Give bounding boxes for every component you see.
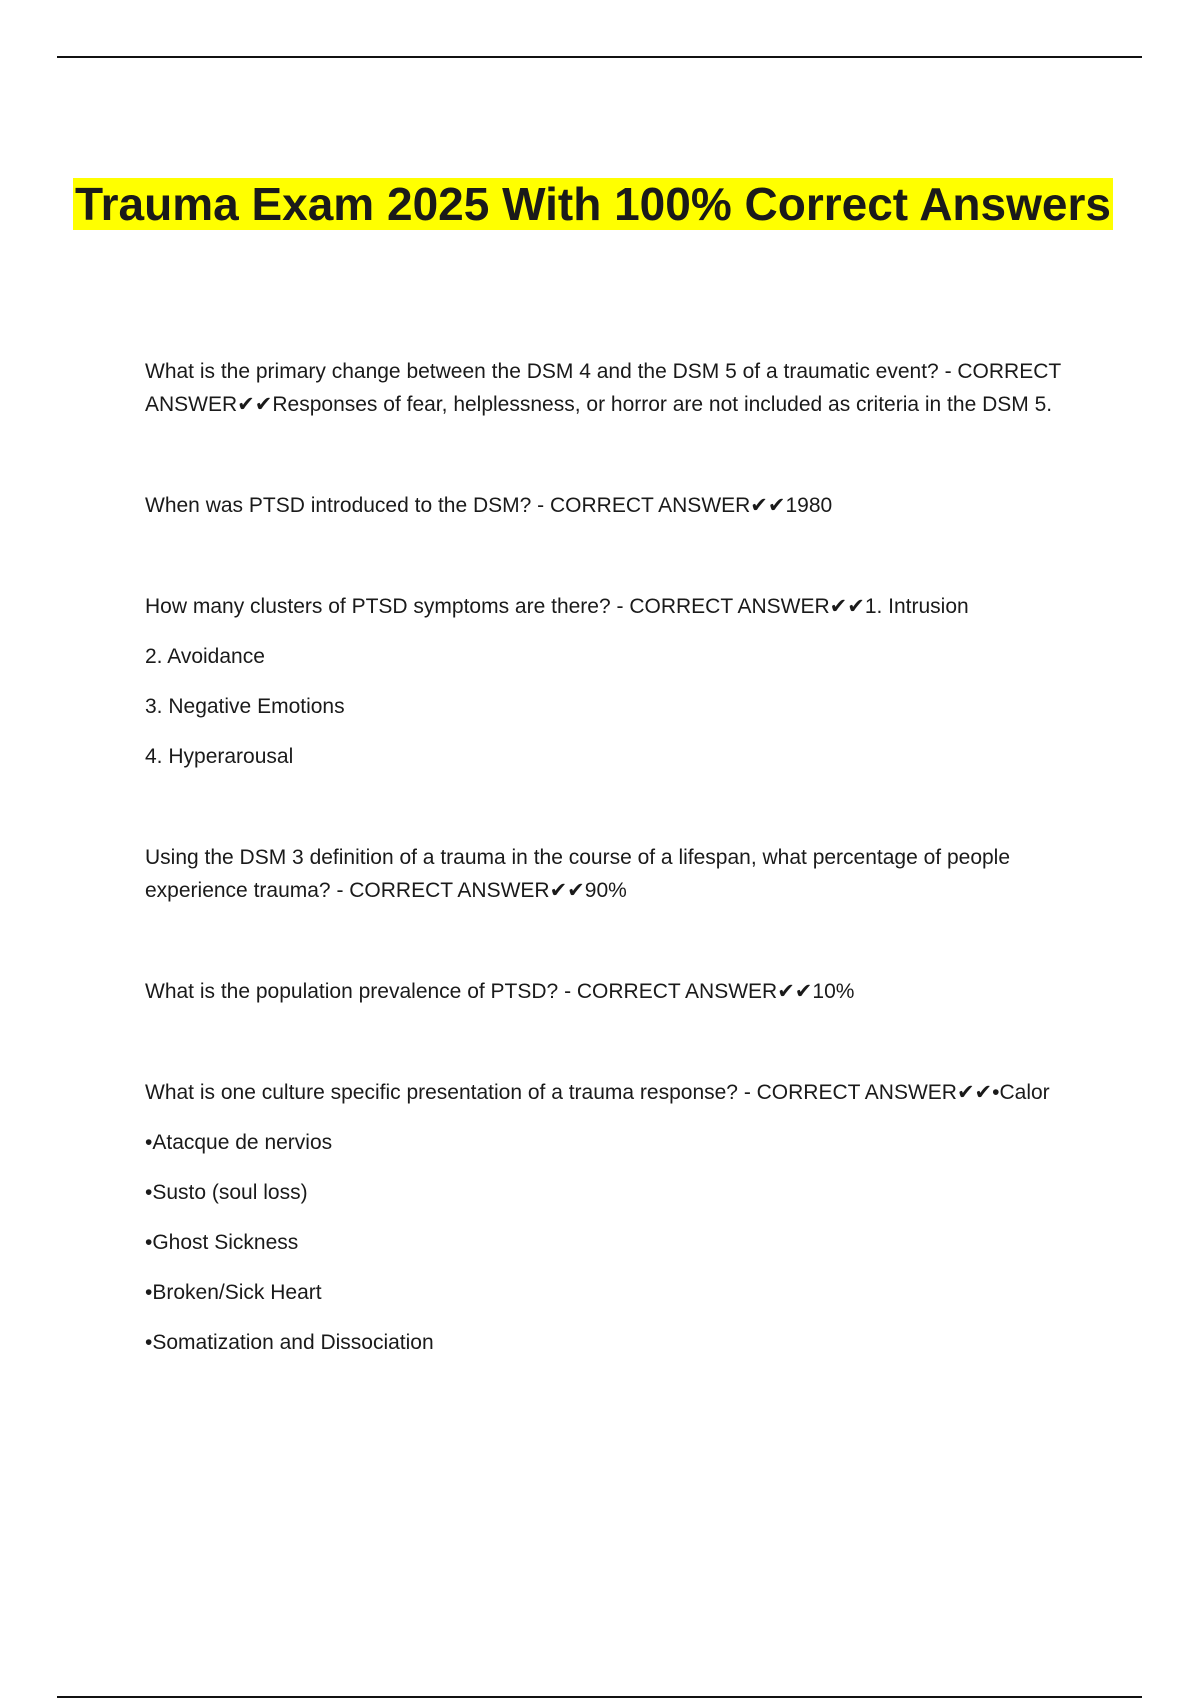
correct-answer-marker: - CORRECT ANSWER✔✔ [330, 879, 585, 902]
qa-item [145, 489, 1080, 522]
question-text: What is the population prevalence of PTSD? [145, 980, 559, 1003]
answer-list-item: •Broken/Sick Heart [145, 1281, 322, 1304]
qa-line [145, 1076, 1080, 1109]
qa-line [145, 489, 1080, 522]
correct-answer-marker: - CORRECT ANSWER✔✔ [558, 980, 813, 1003]
answer-list-item: 2. Avoidance [145, 645, 265, 668]
answer-list-item: 4. Hyperarousal [145, 745, 294, 768]
answer-list-item: 3. Negative Emotions [145, 695, 345, 718]
answer-text: 10% [812, 980, 855, 1003]
answer-text: Responses of fear, helplessness, or horror are not included as criteria in the DSM 5. [272, 393, 1053, 416]
question-text: When was PTSD introduced to the DSM? [145, 494, 532, 517]
answer-text: •Calor [992, 1081, 1050, 1104]
document-title [0, 176, 1186, 232]
answer-text: 1. Intrusion [864, 595, 969, 618]
correct-answer-marker: - CORRECT ANSWER✔✔ [531, 494, 786, 517]
qa-line [145, 841, 1080, 907]
correct-answer-marker: - CORRECT ANSWER✔✔ [145, 360, 1061, 416]
qa-item [145, 355, 1080, 421]
answer-list-item: •Atacque de nervios [145, 1131, 333, 1154]
answer-list-item: •Susto (soul loss) [145, 1181, 308, 1204]
qa-line [145, 355, 1080, 421]
correct-answer-marker: - CORRECT ANSWER✔✔ [737, 1081, 993, 1104]
question-text: What is one culture specific presentation of a trauma response? [145, 1081, 738, 1104]
qa-list [145, 355, 1080, 1427]
answer-list-item: •Ghost Sickness [145, 1231, 299, 1254]
qa-item [145, 590, 1080, 773]
bottom-rule [57, 1696, 1142, 1698]
title-highlight: Trauma Exam 2025 With 100% Correct Answers [75, 177, 1111, 230]
correct-answer-marker: - CORRECT ANSWER✔✔ [610, 595, 865, 618]
question-text: How many clusters of PTSD symptoms are there? [145, 595, 611, 618]
answer-text: 1980 [785, 494, 833, 517]
question-text: What is the primary change between the DSM 4 and the DSM 5 of a traumatic event? [145, 360, 939, 383]
answer-list-item: •Somatization and Dissociation [145, 1331, 434, 1354]
qa-line [145, 975, 1080, 1008]
answer-text: 90% [584, 879, 627, 902]
qa-item [145, 1076, 1080, 1359]
top-rule [57, 56, 1142, 58]
question-text: Using the DSM 3 definition of a trauma in the course of a lifespan, what percentage of people experience trauma? [145, 846, 1011, 902]
qa-line [145, 590, 1080, 623]
qa-item [145, 975, 1080, 1008]
qa-item [145, 841, 1080, 907]
